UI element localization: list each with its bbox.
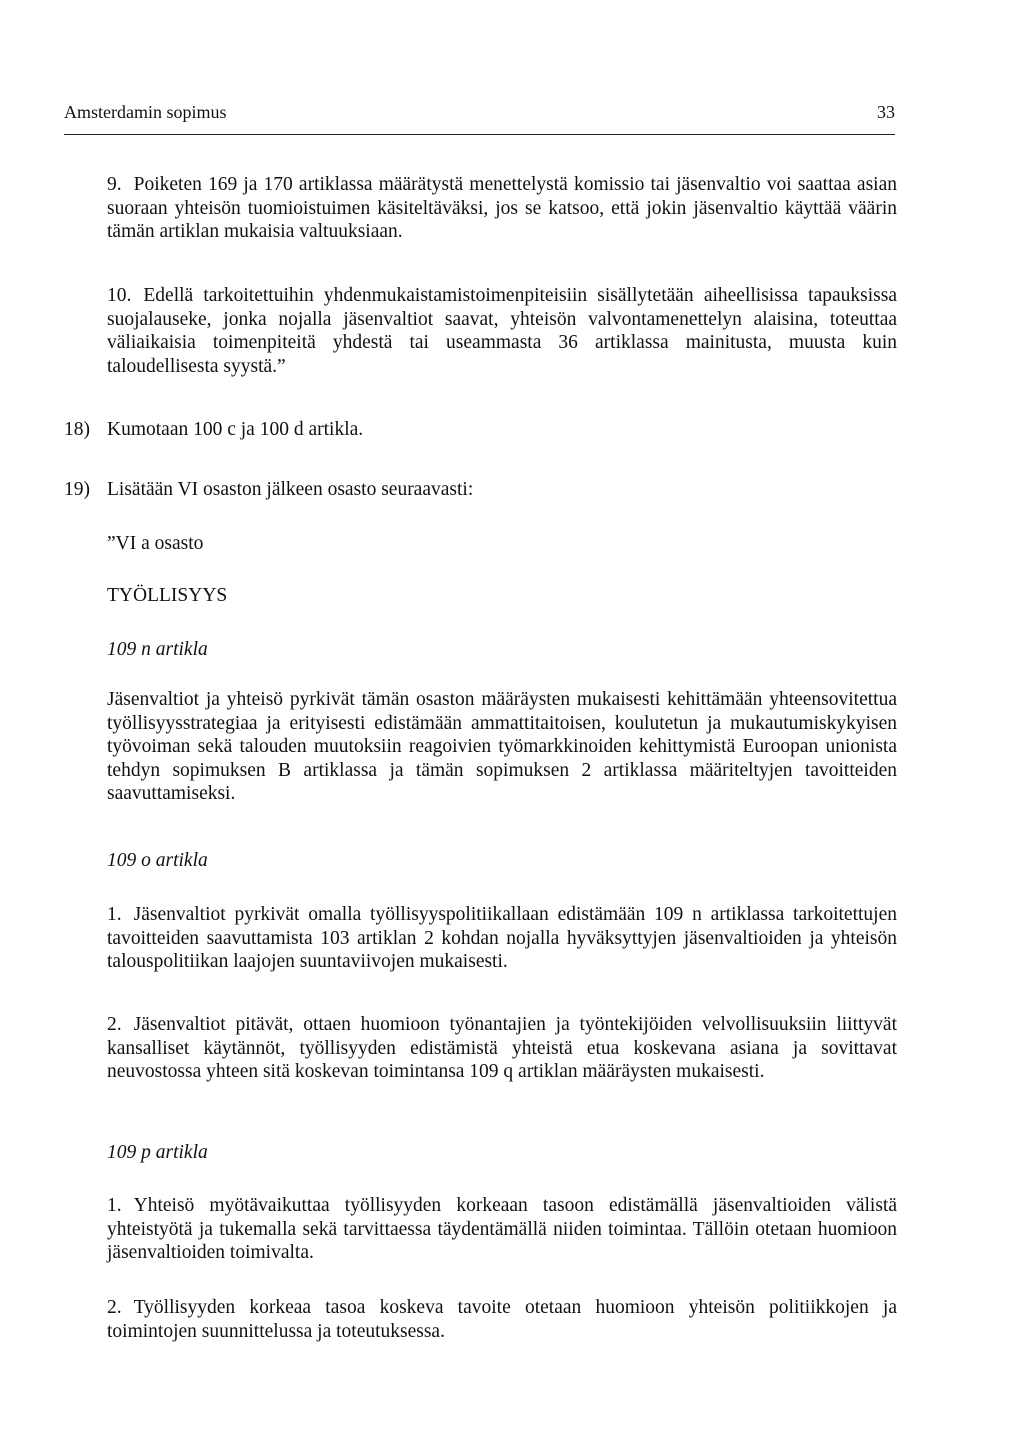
paragraph-text: Jäsenvaltiot pyrkivät omalla työllisyyspolitiikallaan edistämään 109 n artiklassa tarkoitettujen tavoitteiden saavuttamista 103 artiklan 2 kohdan nojalla hyväksyttyjen jäsenvaltioiden ja yhteisön talouspolitiikan laajojen suuntaviivojen mukaisesti. bbox=[107, 904, 897, 972]
article-109p-paragraph-2 bbox=[107, 1296, 897, 1343]
amendment-text: Kumotaan 100 c ja 100 d artikla. bbox=[107, 419, 364, 440]
paragraph-number: 2. bbox=[107, 1297, 122, 1318]
paragraph-number: 9. bbox=[107, 174, 122, 195]
paragraph-number: 1. bbox=[107, 904, 122, 925]
article-109n-text: Jäsenvaltiot ja yhteisö pyrkivät tämän osaston määräysten mukaisesti kehittämään yhteensovitettua työllisyysstrategiaa ja erityisesti edistämään ammattitaitoisen, koulutetun ja mukautumiskykyisen työvoiman sekä talouden muutoksiin reagoivien työmarkkinoiden kehittymistä Euroopan unionista tehdyn sopimuksen B artiklassa ja tämän sopimuksen 2 artiklassa määriteltyjen tavoitteiden saavuttamiseksi. bbox=[107, 689, 897, 804]
paragraph-text: Työllisyyden korkeaa tasoa koskeva tavoite otetaan huomioon yhteisön politiikkojen ja toimintojen suunnittelussa ja toteutuksessa. bbox=[107, 1297, 897, 1342]
amendment-number: 18) bbox=[64, 419, 90, 440]
paragraph-number: 10. bbox=[107, 285, 132, 306]
article-heading-109n: 109 n artikla bbox=[107, 639, 208, 660]
running-header bbox=[64, 98, 895, 135]
paragraph-text: Edellä tarkoitettuihin yhdenmukaistamistoimenpiteisiin sisällytetään aiheellisissa tapauksissa suojalauseke, jonka nojalla jäsenvaltiot saavat, yhteisön valvontamenettelyn alaisina, toteuttaa väliaikaisia toimenpiteitä yhdestä tai useammasta 36 artiklassa mainitusta, muusta kuin taloudellisesta syystä.” bbox=[107, 285, 897, 377]
paragraph-9 bbox=[107, 173, 897, 244]
header-title: Amsterdamin sopimus bbox=[64, 102, 227, 122]
article-109p-paragraph-1 bbox=[107, 1194, 897, 1265]
amendment-text: Lisätään VI osaston jälkeen osasto seuraavasti: bbox=[107, 479, 474, 500]
paragraph-10 bbox=[107, 284, 897, 378]
amendment-number: 19) bbox=[64, 479, 90, 500]
paragraph-text: Yhteisö myötävaikuttaa työllisyyden korkeaan tasoon edistämällä jäsenvaltioiden välistä yhteistyötä ja tukemalla sekä tarvittaessa täydentämällä niiden toimintaa. Tällöin otetaan huomioon jäsenvaltioiden toimivalta. bbox=[107, 1195, 897, 1263]
section-label: ”VI a osasto bbox=[107, 533, 204, 554]
paragraph-number: 1. bbox=[107, 1195, 122, 1216]
article-109o-paragraph-1 bbox=[107, 903, 897, 974]
amendment-18 bbox=[64, 418, 363, 442]
section-title: TYÖLLISYYS bbox=[107, 585, 228, 606]
article-heading-109o: 109 o artikla bbox=[107, 850, 208, 871]
article-heading-109p: 109 p artikla bbox=[107, 1142, 208, 1163]
amendment-19 bbox=[64, 478, 473, 502]
page-number: 33 bbox=[877, 102, 895, 122]
article-109o-paragraph-2 bbox=[107, 1013, 897, 1084]
paragraph-text: Jäsenvaltiot pitävät, ottaen huomioon työnantajien ja työntekijöiden velvollisuuksiin liittyvät kansalliset käytännöt, työllisyyden edistämistä yhteistä etua koskevana asiana ja sovittavat neuvostossa yhteen sitä koskevan toimintansa 109 q artiklan määräysten mukaisesti. bbox=[107, 1014, 897, 1082]
paragraph-number: 2. bbox=[107, 1014, 122, 1035]
paragraph-text: Poiketen 169 ja 170 artiklassa määrätystä menettelystä komissio tai jäsenvaltio voi saattaa asian suoraan yhteisön tuomioistuimen käsiteltäväksi, jos se katsoo, että jokin jäsenvaltio käyttää väärin tämän artiklan mukaisia valtuuksiaan. bbox=[107, 174, 897, 242]
